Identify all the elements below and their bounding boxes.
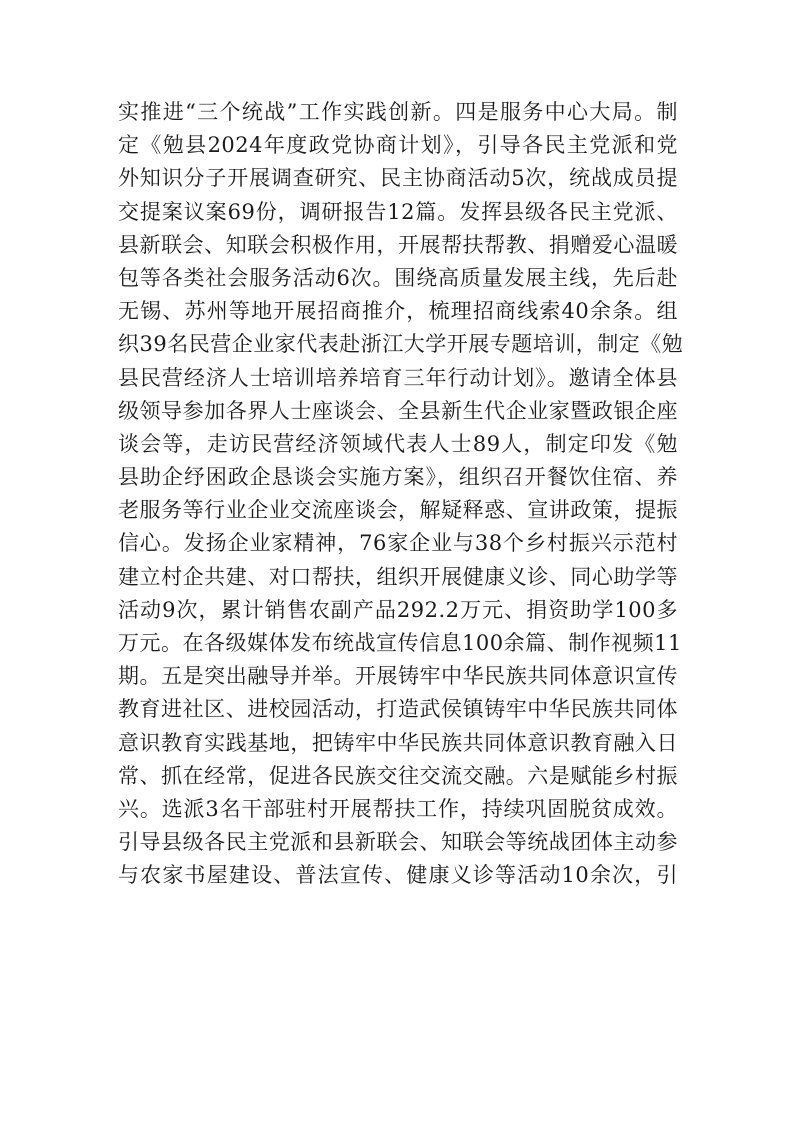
text-line: 兴。选派3名干部驻村开展帮扶工作，持续巩固脱贫成效。 xyxy=(118,796,678,821)
text-line: 万元。在各级媒体发布统战宣传信息100余篇、制作视频11 xyxy=(118,631,682,655)
text-line: 定《勉县2024年度政党协商计划》，引导各民主党派和党 xyxy=(118,133,678,158)
text-line: 织39名民营企业家代表赴浙江大学开展专题培训，制定《勉 xyxy=(118,332,684,357)
text-line: 与农家书屋建设、普法宣传、健康义诊等活动10余次，引 xyxy=(118,863,678,888)
text-line: 引导县级各民主党派和县新联会、知联会等统战团体主动参 xyxy=(118,830,678,855)
text-line: 老服务等行业企业交流座谈会，解疑释惑、宣讲政策，提振 xyxy=(118,498,678,523)
text-line: 外知识分子开展调查研究、民主协商活动5次，统战成员提 xyxy=(118,166,678,191)
text-line: 实推进“三个统战”工作实践创新。四是服务中心大局。制 xyxy=(118,100,678,124)
text-line: 县民营经济人士培训培养培育三年行动计划》。邀请全体县 xyxy=(118,365,678,390)
text-line: 常、抓在经常，促进各民族交往交流交融。六是赋能乡村振 xyxy=(118,763,678,788)
text-line: 期。五是突出融导并举。开展铸牢中华民族共同体意识宣传 xyxy=(118,664,678,689)
text-line: 县助企纾困政企恳谈会实施方案》，组织召开餐饮住宿、养 xyxy=(118,465,678,490)
text-line: 教育进社区、进校园活动，打造武侯镇铸牢中华民族共同体 xyxy=(118,697,678,722)
text-line: 谈会等，走访民营经济领域代表人士89人，制定印发《勉 xyxy=(118,431,678,456)
body-paragraph xyxy=(118,96,684,893)
text-line: 交提案议案69份，调研报告12篇。发挥县级各民主党派、 xyxy=(118,199,678,224)
text-line: 级领导参加各界人士座谈会、全县新生代企业家暨政银企座 xyxy=(118,398,678,423)
text-line: 活动9次，累计销售农副产品292.2万元、捐资助学100多 xyxy=(118,597,678,622)
text-line: 意识教育实践基地，把铸牢中华民族共同体意识教育融入日 xyxy=(118,730,678,755)
text-line: 建立村企共建、对口帮扶，组织开展健康义诊、同心助学等 xyxy=(118,564,678,589)
text-line: 信心。发扬企业家精神，76家企业与38个乡村振兴示范村 xyxy=(118,531,678,556)
text-line: 包等各类社会服务活动6次。围绕高质量发展主线，先后赴 xyxy=(118,265,678,290)
text-line: 无锡、苏州等地开展招商推介，梳理招商线索40余条。组 xyxy=(118,299,678,324)
text-line: 县新联会、知联会积极作用，开展帮扶帮教、捐赠爱心温暖 xyxy=(118,232,678,257)
